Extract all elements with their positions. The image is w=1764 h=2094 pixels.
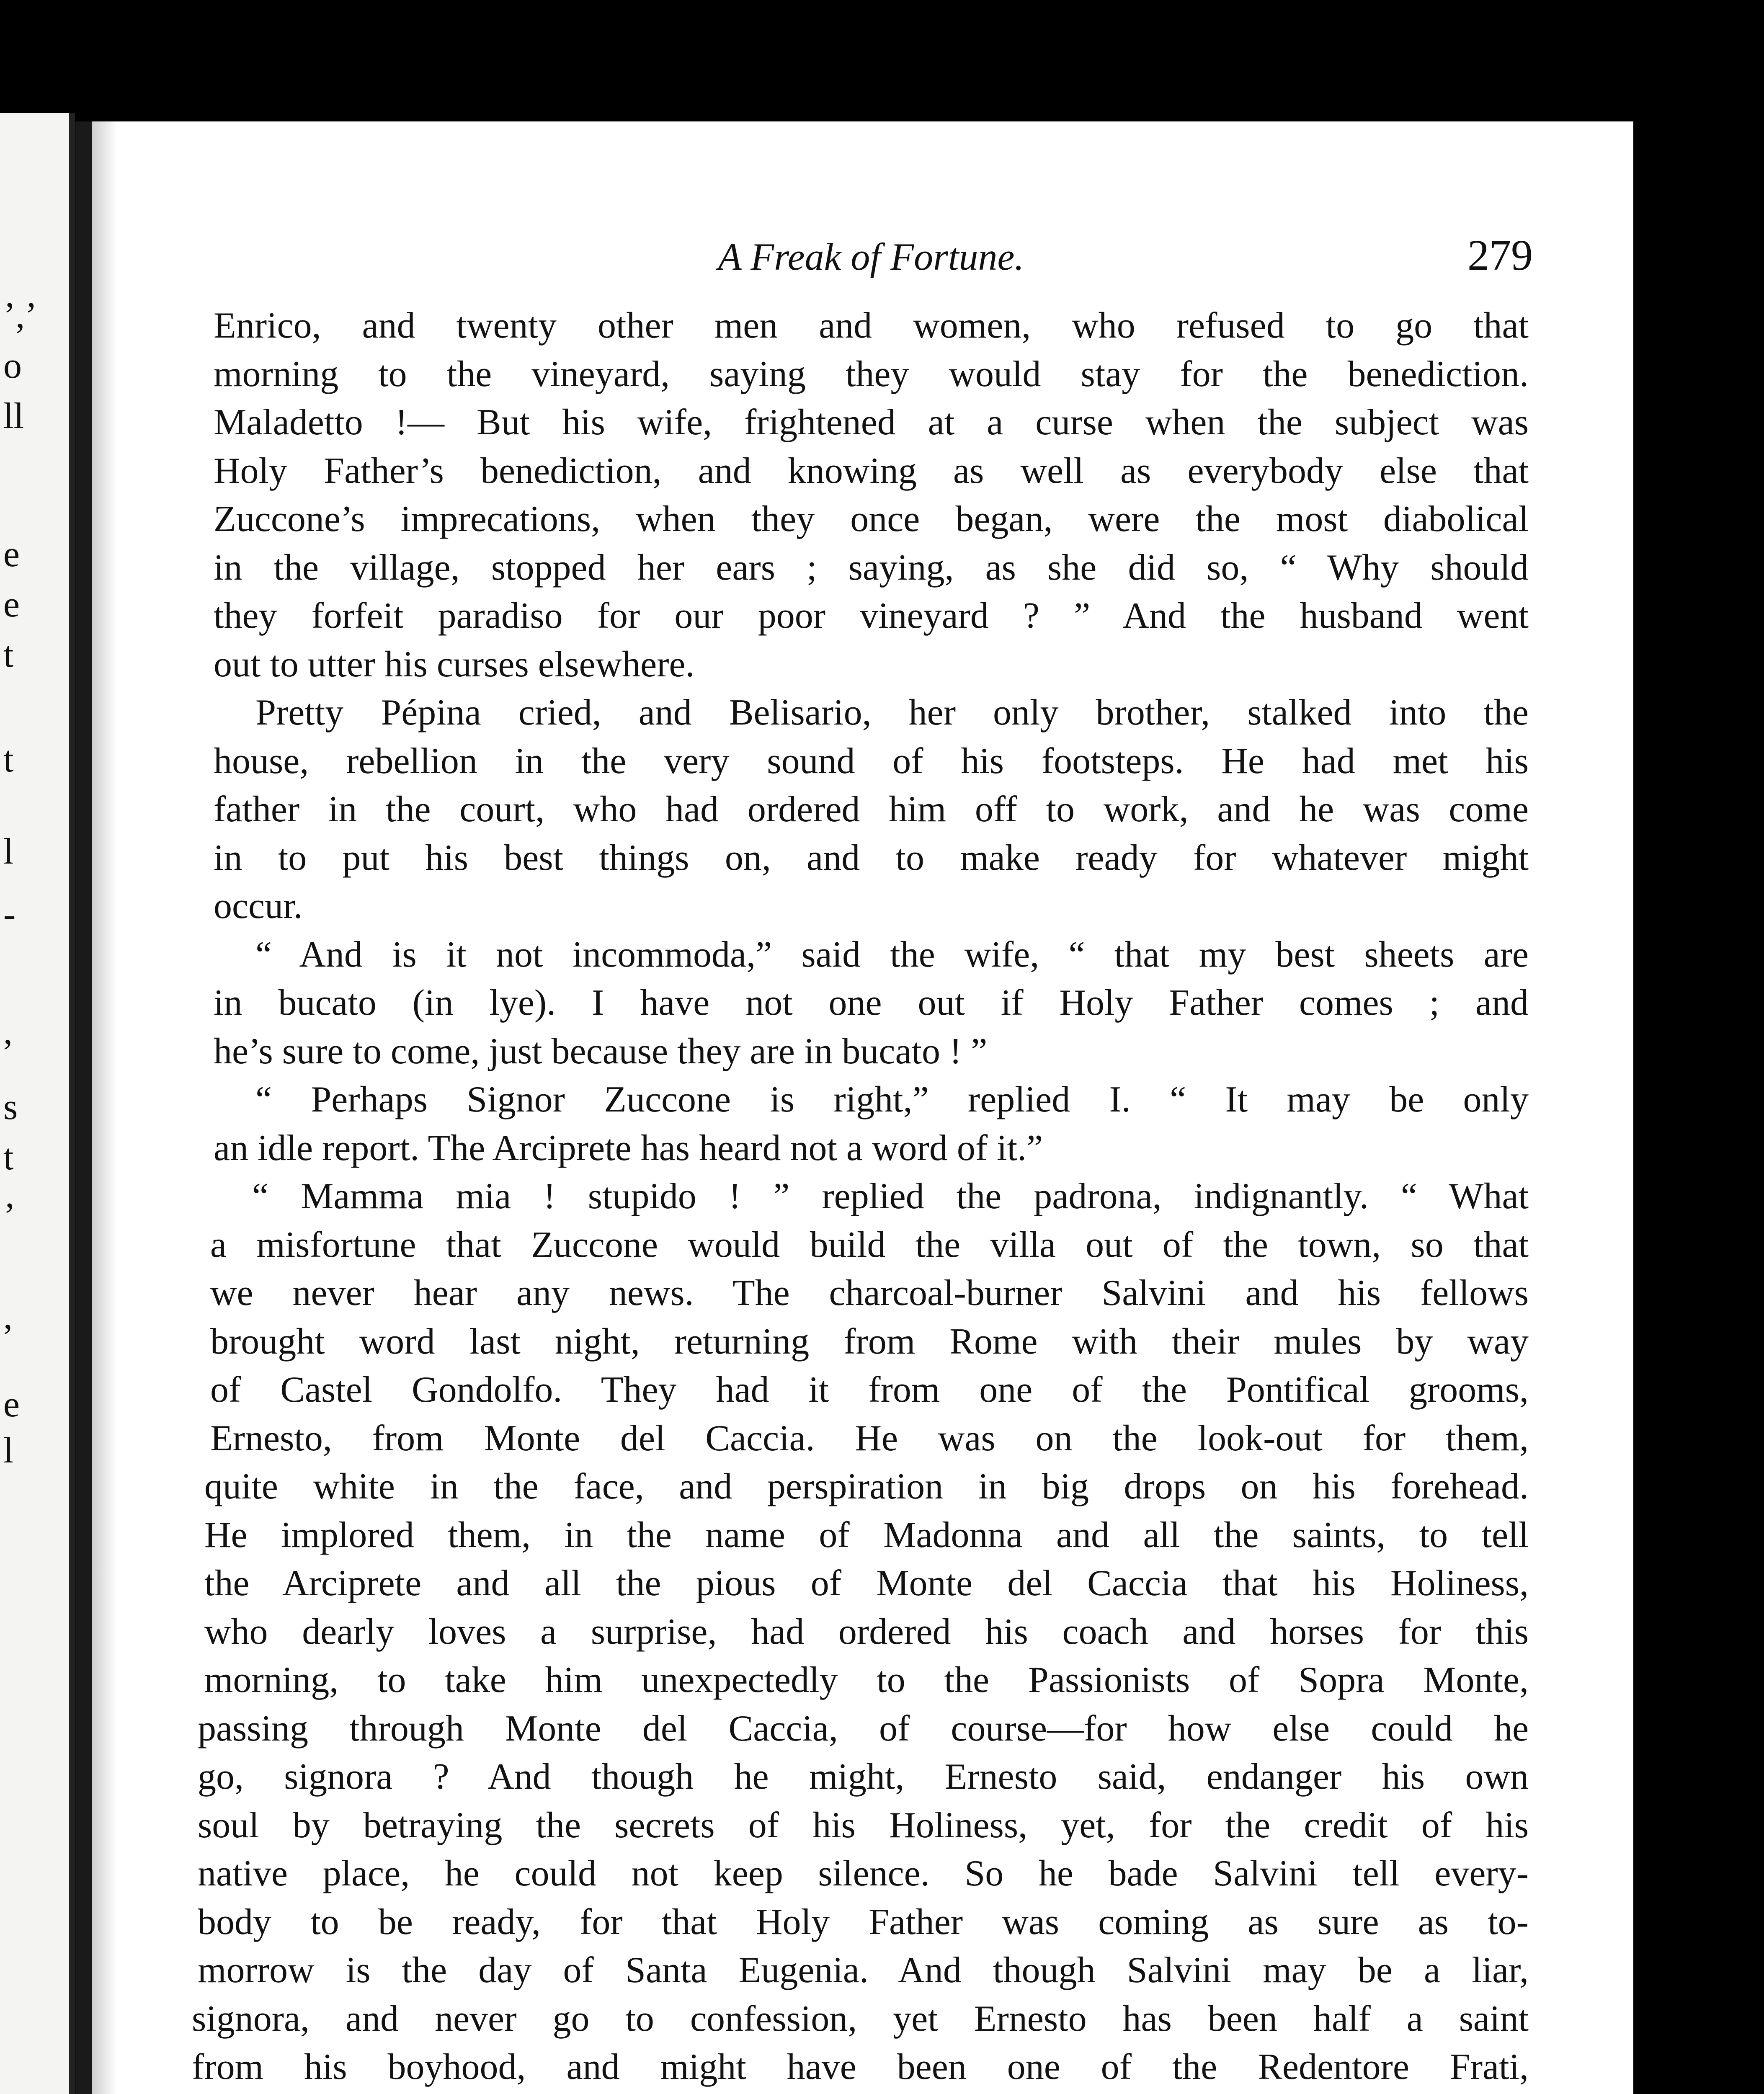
text-line: signora, and never go to confession, yet Ernesto has been half a saint xyxy=(192,1998,1529,2039)
facing-text-fragment: l xyxy=(3,1430,14,1471)
text-line: He implored them, in the name of Madonna and all the saints, to tell xyxy=(204,1514,1529,1555)
text-line: out to utter his curses elsewhere. xyxy=(214,644,695,685)
body-text xyxy=(192,302,1529,2094)
text-line: they forfeit paradiso for our poor vineyard ? ” And the husband went xyxy=(214,596,1529,636)
text-line: in to put his best things on, and to make ready for whatever might xyxy=(214,837,1529,878)
text-line: Maladetto !— But his wife, frightened at a curse when the subject was xyxy=(214,402,1529,443)
text-line: in bucato (in lye). I have not one out if Holy Father comes ; and xyxy=(214,983,1529,1023)
text-line: an idle report. The Arciprete has heard not a word of it.” xyxy=(214,1127,1043,1168)
text-line: house, rebellion in the very sound of his footsteps. He had met his xyxy=(214,740,1529,781)
facing-text-fragment: t xyxy=(3,634,14,675)
text-line: of Castel Gondolfo. They had it from one of the Pontifical grooms, xyxy=(210,1369,1529,1410)
text-line: who dearly loves a surprise, had ordered his coach and horses for this xyxy=(204,1611,1529,1652)
text-line: the Arciprete and all the pious of Monte del Caccia that his Holiness, xyxy=(204,1563,1529,1604)
text-line: we never hear any news. The charcoal-burner Salvini and his fellows xyxy=(210,1273,1529,1313)
text-line: Pretty Pépina cried, and Belisario, her only brother, stalked into the xyxy=(255,692,1529,733)
facing-text-fragment: ll xyxy=(3,396,24,436)
page-number: 279 xyxy=(1467,231,1533,279)
text-line: Enrico, and twenty other men and women, who refused to go that xyxy=(214,305,1529,346)
text-line: a misfortune that Zuccone would build the villa out of the town, so that xyxy=(210,1224,1529,1265)
running-title: A Freak of Fortune. xyxy=(718,235,1024,278)
text-line: body to be ready, for that Holy Father was coming as sure as to- xyxy=(198,1901,1529,1942)
text-line: he’s sure to come, just because they are in bucato ! ” xyxy=(214,1031,988,1072)
text-line: “ Mamma mia ! stupido ! ” replied the padrona, indignantly. “ What xyxy=(252,1176,1529,1217)
text-line: morrow is the day of Santa Eugenia. And though Salvini may be a liar, xyxy=(198,1950,1529,1991)
text-line: “ Perhaps Signor Zuccone is right,” replied I. “ It may be only xyxy=(255,1079,1529,1120)
facing-text-fragment: ’,’ xyxy=(3,295,37,336)
text-line: morning, to take him unexpectedly to the Passionists of Sopra Monte, xyxy=(204,1660,1529,1700)
facing-text-fragment: , xyxy=(3,1011,13,1052)
text-line: Holy Father’s benediction, and knowing as well as everybody else that xyxy=(214,450,1529,491)
text-line xyxy=(192,2091,1529,2094)
text-line: “ And is it not incommoda,” said the wife, “ that my best sheets are xyxy=(255,934,1529,975)
book-page xyxy=(75,121,1633,2094)
running-head xyxy=(209,230,1533,289)
facing-text-fragment: e xyxy=(3,1384,20,1425)
text-line: passing through Monte del Caccia, of course—for how else could he xyxy=(198,1708,1529,1749)
gutter-shadow xyxy=(92,121,117,2094)
facing-text-fragment: t xyxy=(3,739,14,780)
text-line: soul by betraying the secrets of his Holiness, yet, for the credit of his xyxy=(198,1805,1529,1846)
text-line: in the village, stopped her ears ; saying, as she did so, “ Why should xyxy=(214,547,1529,588)
text-line: morning to the vineyard, saying they would stay for the benediction. xyxy=(214,353,1529,395)
text-line: native place, he could not keep silence. So he bade Salvini tell every- xyxy=(198,1853,1529,1894)
facing-text-fragment: - xyxy=(3,894,16,935)
facing-text-fragment: l xyxy=(3,831,14,872)
facing-text-fragment: , xyxy=(3,1296,13,1337)
facing-text-fragment: s xyxy=(3,1087,18,1127)
text-line: brought word last night, returning from Rome with their mules by way xyxy=(210,1321,1529,1362)
facing-text-fragment: ’ xyxy=(3,1196,16,1236)
facing-text-fragment: e xyxy=(3,534,20,575)
facing-page-edge xyxy=(0,113,75,2094)
text-line: Ernesto, from Monte del Caccia. He was on the look-out for them, xyxy=(210,1418,1529,1459)
text-line: go, signora ? And though he might, Ernesto said, endanger his own xyxy=(198,1756,1529,1797)
facing-text-fragment: t xyxy=(3,1137,14,1178)
text-line: quite white in the face, and perspiration in big drops on his forehead. xyxy=(204,1466,1529,1507)
facing-text-fragment: e xyxy=(3,584,20,625)
text-line: from his boyhood, and might have been one of the Redentore Frati, xyxy=(192,2047,1529,2087)
text-line: Zuccone’s imprecations, when they once began, were the most diabolical xyxy=(214,499,1529,539)
facing-text-fragment: o xyxy=(3,346,22,386)
text-line: father in the court, who had ordered him off to work, and he was come xyxy=(214,789,1529,830)
text-line: occur. xyxy=(214,886,303,926)
